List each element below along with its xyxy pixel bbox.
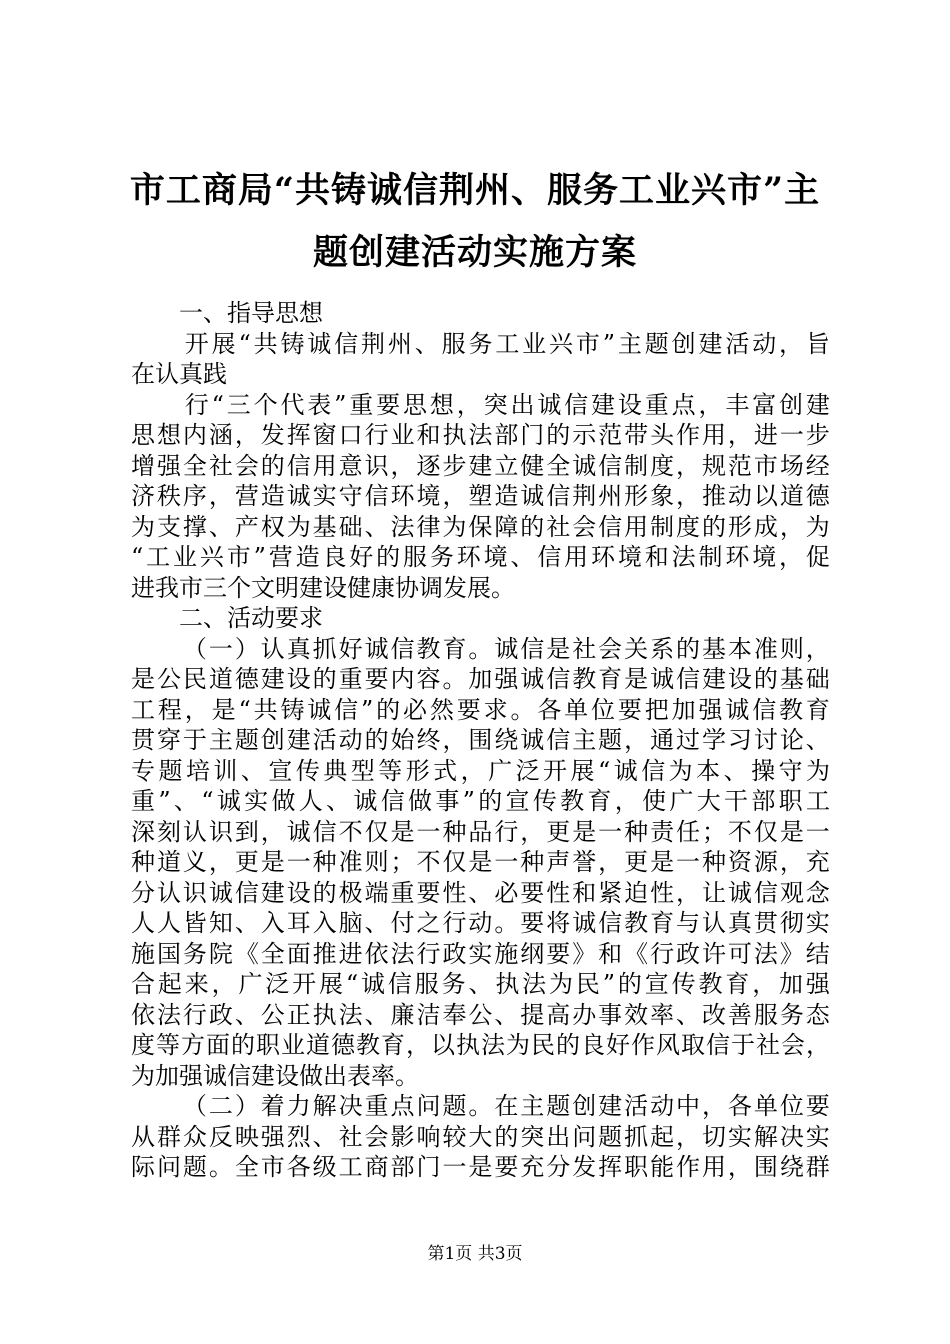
body-line: 进我市三个文明建设健康协调发展。 <box>131 573 515 602</box>
body-line: 在认真践 <box>131 360 227 388</box>
body-line: 工 程 ， 是 “ 共 铸 诚 信 ” 的 必 然 要 求 。 各 单 位 要 把 加 强 诚 信 教 育 <box>131 695 830 724</box>
body-line: 专 题 培 训 、 宣 传 典 型 等 形 式 ， 广 泛 开 展 “ 诚 信 为 本 、 操 守 为 <box>131 756 830 785</box>
body-line: （ 二 ） 着 力 解 决 重 点 问 题 。 在 主 题 创 建 活 动 中 ， 各 单 位 要 <box>182 1092 830 1120</box>
body-line: 从 群 众 反 映 强 烈 、 社 会 影 响 较 大 的 突 出 问 题 抓 起 ， 切 实 解 决 实 <box>131 1122 830 1151</box>
title-line-1: 市工商局“共铸诚信荆州、服务工业兴市”主 <box>129 170 821 211</box>
body-line: 为加强诚信建设做出表率。 <box>131 1061 419 1090</box>
body-line: 开 展 “ 共 铸 诚 信 荆 州 、 服 务 工 业 兴 市 ” 主 题 创 建 活 动 ， 旨 <box>184 329 830 358</box>
title-line-2: 题创建活动实施方案 <box>312 232 637 273</box>
body-line: 种 道 义 ， 更 是 一 种 准 则 ； 不 仅 是 一 种 声 誉 ， 更 是 一 种 资 源 ， 充 <box>131 848 830 876</box>
body-line: 合 起 来 ， 广 泛 开 展 “ 诚 信 服 务 、 执 法 为 民 ” 的 宣 传 教 育 ， 加 强 <box>131 970 830 998</box>
body-line: 贯 穿 于 主 题 创 建 活 动 的 始 终 ， 围 绕 诚 信 主 题 ， 通 过 学 习 讨 论 、 <box>131 726 830 754</box>
body-line: 分 认 识 诚 信 建 设 的 极 端 重 要 性 、 必 要 性 和 紧 迫 性 ， 让 诚 信 观 念 <box>131 878 830 907</box>
body-line: “ 工 业 兴 市 ” 营 造 良 好 的 服 务 环 境 、 信 用 环 境 和 法 制 环 境 ， 促 <box>131 543 830 571</box>
body-line: 是 公 民 道 德 建 设 的 重 要 内 容 。 加 强 诚 信 教 育 是 诚 信 建 设 的 基 础 <box>131 665 830 693</box>
body-line: 依 法 行 政 、 公 正 执 法 、 廉 洁 奉 公 、 提 高 办 事 效 率 、 改 善 服 务 态 <box>131 1000 830 1029</box>
body-line: 增 强 全 社 会 的 信 用 意 识 ， 逐 步 建 立 健 全 诚 信 制 度 ， 规 范 市 场 经 <box>131 451 830 480</box>
body-line: 一、指导思想 <box>131 299 323 327</box>
document-title <box>100 160 850 284</box>
body-line: 度 等 方 面 的 职 业 道 德 教 育 ， 以 执 法 为 民 的 良 好 作 风 取 信 于 社 会 ， <box>131 1031 830 1059</box>
body-line: 深 刻 认 识 到 ， 诚 信 不 仅 是 一 种 品 行 ， 更 是 一 种 责 任 ； 不 仅 是 一 <box>131 817 830 846</box>
body-line: 际 问 题 。 全 市 各 级 工 商 部 门 一 是 要 充 分 发 挥 职 能 作 用 ， 围 绕 群 <box>131 1153 830 1181</box>
body-line: 施 国 务 院 《 全 面 推 进 依 法 行 政 实 施 纲 要 》 和 《 行 政 许 可 法 》 结 <box>131 939 830 968</box>
body-line: 为 支 撑 、 产 权 为 基 础 、 法 律 为 保 障 的 社 会 信 用 制 度 的 形 成 ， 为 <box>131 512 830 541</box>
body-line: 思 想 内 涵 ， 发 挥 窗 口 行 业 和 执 法 部 门 的 示 范 带 头 作 用 ， 进 一 步 <box>131 421 830 449</box>
body-line: 人 人 皆 知 、 入 耳 入 脑 、 付 之 行 动 。 要 将 诚 信 教 育 与 认 真 贯 彻 实 <box>131 909 830 937</box>
body-line: 济 秩 序 ， 营 造 诚 实 守 信 环 境 ， 塑 造 诚 信 荆 州 形 象 ， 推 动 以 道 德 <box>131 482 830 510</box>
document-body <box>131 298 830 1183</box>
body-line: （ 一 ） 认 真 抓 好 诚 信 教 育 。 诚 信 是 社 会 关 系 的 基 本 准 则 ， <box>182 634 830 663</box>
page-footer: 第1页 共3页 <box>427 1244 523 1264</box>
body-line: 行 “ 三 个 代 表 ” 重 要 思 想 ， 突 出 诚 信 建 设 重 点 ， 丰 富 创 建 <box>184 390 830 419</box>
body-line: 重 ” 、 “ 诚 实 做 人 、 诚 信 做 事 ” 的 宣 传 教 育 ， 使 广 大 干 部 职 工 <box>131 787 830 815</box>
body-line: 二、活动要求 <box>131 604 323 632</box>
